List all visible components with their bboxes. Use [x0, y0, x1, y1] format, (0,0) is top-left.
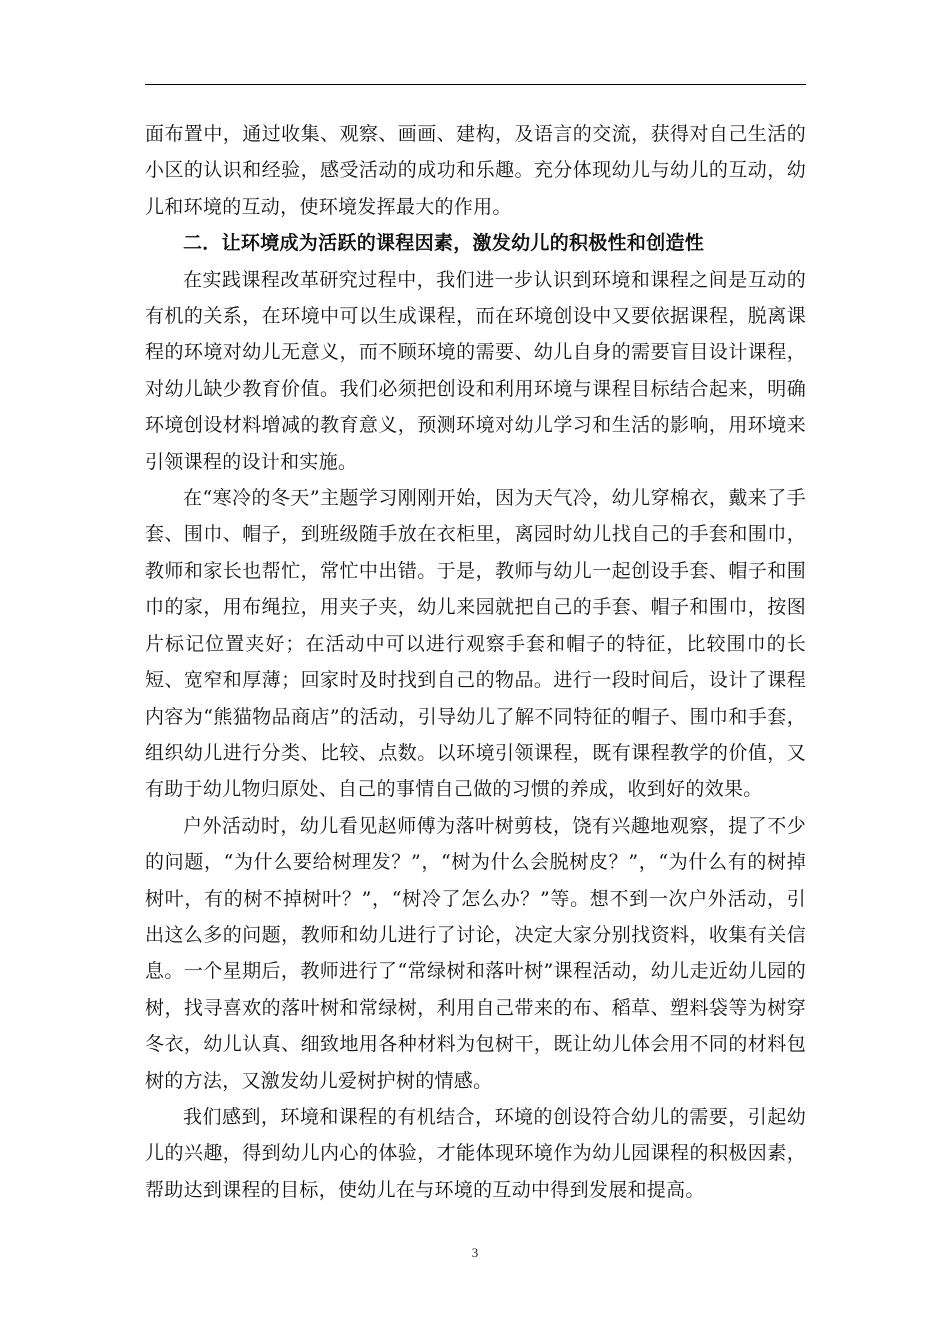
- section-heading: 二．让环境成为活跃的课程因素，激发幼儿的积极性和创造性: [183, 232, 705, 255]
- paragraph-outdoor-activity: 户外活动时，幼儿看见赵师傅为落叶树剪枝，饶有兴趣地观察，提了不少的问题，“为什么要给树理发？”，“树为什么会脱树皮？”，“为什么有的树掉树叶，有的树不掉树叶？”，“树冷了怎么办？”等。想不到一次户外活动，引出这么多的问题，教师和幼儿进行了讨论，决定大家分别找资料，收集有关信息。一个星期后，教师进行了“常绿树和落叶树”课程活动，幼儿走近幼儿园的树，找寻喜欢的落叶树和常绿树，利用自己带来的布、稻草、塑料袋等为树穿冬衣，幼儿认真、细致地用各种材料为包树干，既让幼儿体会用不同的材料包树的方法，又激发幼儿爱树护树的情感。: [145, 814, 806, 1092]
- paragraph-conclusion: 我们感到，环境和课程的有机结合，环境的创设符合幼儿的需要，引起幼儿的兴趣，得到幼儿内心的体验，才能体现环境作为幼儿园课程的积极因素，帮助达到课程的目标，使幼儿在与环境的互动中得到发展和提高。: [145, 1105, 806, 1201]
- paragraph-curriculum-reform: 在实践课程改革研究过程中，我们进一步认识到环境和课程之间是互动的有机的关系，在环境中可以生成课程，而在环境创设中又要依据课程，脱离课程的环境对幼儿无意义，而不顾环境的需要、幼儿自身的需要盲目设计课程，对幼儿缺少教育价值。我们必须把创设和利用环境与课程目标结合起来，明确环境创设材料增减的教育意义，预测环境对幼儿学习和生活的影响，用环境来引领课程的设计和实施。: [145, 268, 806, 473]
- paragraph-cold-winter: 在“寒冷的冬天”主题学习刚刚开始，因为天气冷，幼儿穿棉衣，戴来了手套、围巾、帽子，到班级随手放在衣柜里，离园时幼儿找自己的手套和围巾，教师和家长也帮忙，常忙中出错。于是，教师与幼儿一起创设手套、帽子和围巾的家，用布绳拉，用夹子夹，幼儿来园就把自己的手套、帽子和围巾，按图片标记位置夹好；在活动中可以进行观察手套和帽子的特征，比较围巾的长短、宽窄和厚薄；回家时及时找到自己的物品。进行一段时间后，设计了课程内容为“熊猫物品商店”的活动，引导幼儿了解不同特征的帽子、围巾和手套，组织幼儿进行分类、比较、点数。以环境引领课程，既有课程教学的价值，又有助于幼儿物归原处、自己的事情自己做的习惯的养成，收到好的效果。: [145, 487, 806, 801]
- page-number: 3: [471, 1245, 479, 1260]
- paragraph-continuation: 面布置中，通过收集、观察、画画、建构，及语言的交流，获得对自己生活的小区的认识和经验，感受活动的成功和乐趣。充分体现幼儿与幼儿的互动，幼儿和环境的互动，使环境发挥最大的作用。: [145, 123, 806, 218]
- document-body: [145, 116, 806, 1208]
- header-rule: [145, 84, 806, 85]
